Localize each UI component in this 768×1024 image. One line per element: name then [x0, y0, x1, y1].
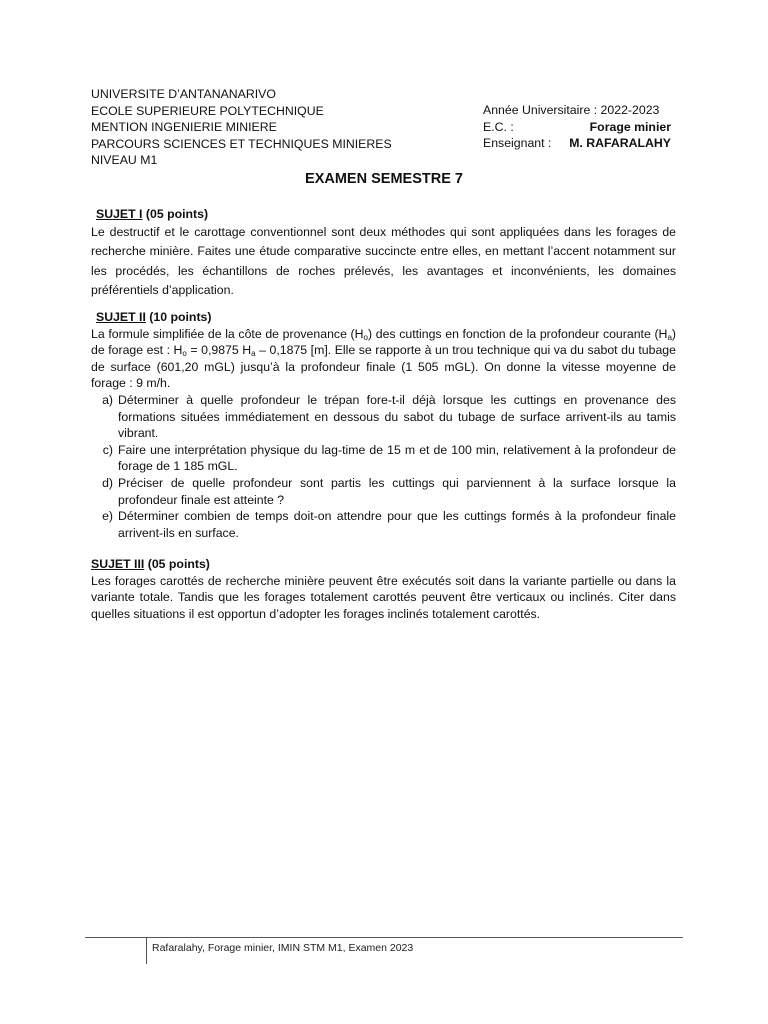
institution-header	[91, 86, 471, 169]
university-name: UNIVERSITE D’ANTANANARIVO	[91, 87, 276, 101]
teacher-value: M. RAFARALAHY	[569, 136, 671, 151]
niveau-name: NIVEAU M1	[91, 153, 158, 168]
teacher-row	[483, 135, 671, 152]
list-item: d) Préciser de quelle profondeur sont partis les cuttings qui parviennent à la surface lorsque la profondeur finale est atteinte ?	[102, 475, 676, 507]
sujet-1-body: Le destructif et le carottage conventionnel sont deux méthodes qui sont appliquées dans les forages de recherche minière. Faites une étude comparative succincte entre elles, en mettant l’accent notamment sur les procédés, les échantillons de roches prélevés, les avantages et inconvénients, les domaines préférentiels d’application.	[91, 224, 676, 298]
sujet-1-heading: SUJET I (05 points)	[96, 207, 209, 221]
sujet-2-intro: La formule simplifiée de la côte de provenance $(H_o)$ des cuttings en fonction de la profondeur courante $(H_a)$ de forage est : $H_o = 0,9875$ $H_a - 0,1875$ [m]. Elle se rapporte à un trou technique qui va du sabot du tubage de surface (601,20 mGL) jusqu’à la profondeur finale (1 505 mGL). On donne la vitesse moyenne de forage : 9 m/h.	[91, 326, 676, 391]
school-name: ECOLE SUPERIEURE POLYTECHNIQUE	[91, 103, 324, 118]
academic-year: Année Universitaire : 2022-2023	[483, 103, 660, 117]
ec-value: Forage minier	[589, 119, 671, 134]
footer-divider	[85, 937, 683, 938]
footer-text: Rafaralahy, Forage minier, IMIN STM M1, Examen 2023	[152, 942, 414, 954]
list-item: a) Déterminer à quelle profondeur le trépan fore-t-il déjà lorsque les cuttings en provenance des formations situées immédiatement en dessous du sabot du tubage de surface arrivent-ils au tamis vibrant.	[102, 392, 676, 441]
mention-name: MENTION INGENIERIE MINIERE	[91, 120, 277, 135]
course-info	[483, 102, 671, 152]
sujet-3	[91, 556, 676, 622]
footer-vertical-divider	[146, 937, 147, 964]
sujet-2-heading: SUJET II (10 points)	[96, 310, 212, 324]
parcours-name: PARCOURS SCIENCES ET TECHNIQUES MINIERES	[91, 136, 392, 151]
sujet-2	[91, 309, 676, 541]
teacher-label: Enseignant :	[483, 136, 552, 151]
list-item: c) Faire une interprétation physique du lag-time de 15 m et de 100 min, relativement à la profondeur de forage de 1 185 mGL.	[102, 442, 676, 474]
sujet-3-body: Les forages carottés de recherche minière peuvent être exécutés soit dans la variante partielle ou dans la variante totale. Tandis que les forages totalement carottés peuvent être verticaux ou inclinés. Citer dans quelles situations il est opportun d’adopter les forages inclinés totalement carottés.	[91, 573, 676, 621]
sujet-3-heading: SUJET III (05 points)	[91, 557, 210, 571]
exam-title: EXAMEN SEMESTRE 7	[305, 171, 463, 187]
ec-label: E.C. :	[483, 119, 514, 134]
list-item: e) Déterminer combien de temps doit-on attendre pour que les cuttings formés à la profondeur finale arrivent-ils en surface.	[102, 509, 676, 540]
ec-row	[483, 119, 671, 136]
sujet-2-questions	[91, 392, 676, 541]
sujet-1	[91, 206, 676, 301]
